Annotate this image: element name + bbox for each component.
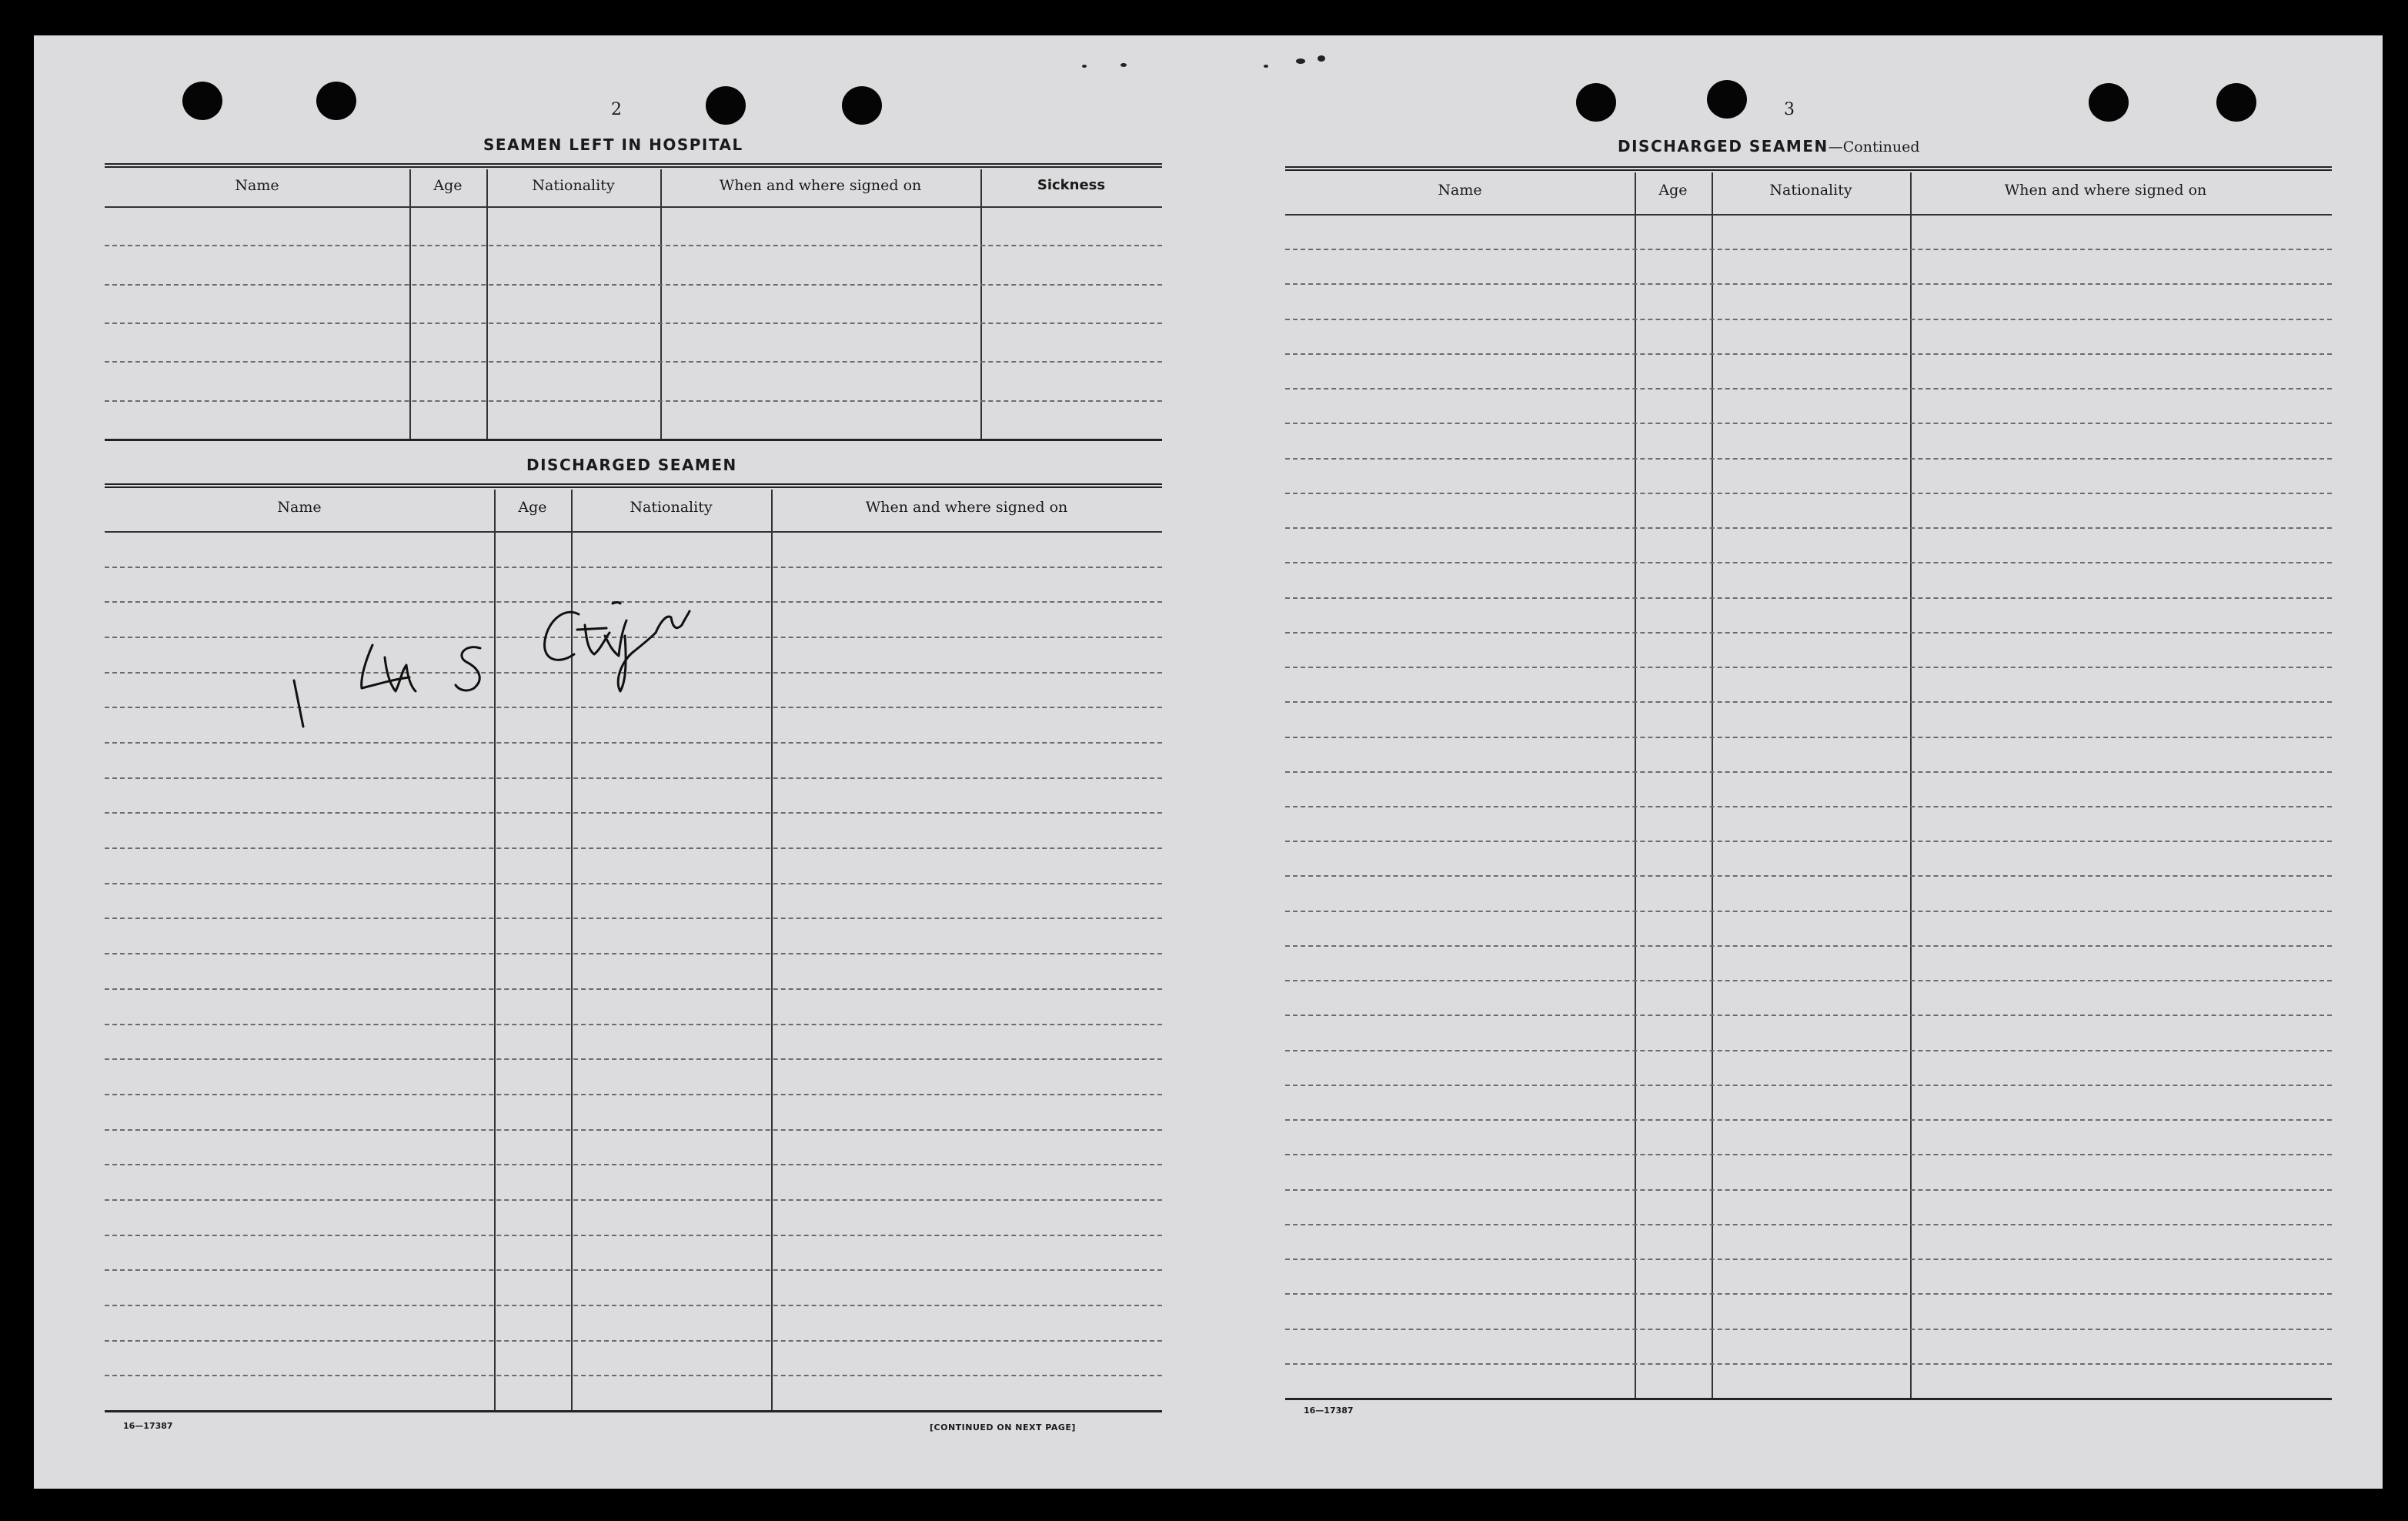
- table-row-line: [1285, 701, 2332, 703]
- table-row-line: [1285, 667, 2332, 668]
- table-row-line: [1285, 597, 2332, 599]
- col-header-age: Age: [1658, 182, 1688, 199]
- table-row-line: [1285, 1119, 2332, 1121]
- table-row-line: [1285, 1329, 2332, 1330]
- col-header-sickness: Sickness: [1037, 177, 1106, 193]
- left-page-number: 2: [611, 100, 622, 119]
- table-row-line: [1285, 423, 2332, 424]
- table-row-line: [1285, 1363, 2332, 1365]
- table-row-line: [1285, 319, 2332, 320]
- discharged-continued-title-text: DISCHARGED SEAMEN: [1618, 137, 1829, 155]
- table-row-line: [1285, 1085, 2332, 1086]
- table-row-line: [1285, 1224, 2332, 1225]
- col-header-age: Age: [518, 499, 547, 516]
- col-header-signed-on: When and where signed on: [719, 177, 922, 194]
- table-row-line: [1285, 1050, 2332, 1051]
- col-header-nationality: Nationality: [532, 177, 615, 194]
- table-row-line: [1285, 562, 2332, 563]
- continued-suffix: —Continued: [1828, 139, 1920, 155]
- col-header-signed-on: When and where signed on: [2004, 182, 2207, 199]
- continued-note: [CONTINUED ON NEXT PAGE]: [930, 1422, 1076, 1432]
- table-row-line: [1285, 1015, 2332, 1016]
- left-form-number: 16—17387: [123, 1421, 173, 1431]
- right-page-number: 3: [1784, 100, 1795, 119]
- table-row-line: [1285, 945, 2332, 947]
- table-row-line: [1285, 388, 2332, 389]
- discharged-continued-table: [1285, 166, 2332, 1444]
- col-header-nationality: Nationality: [630, 499, 713, 516]
- table-row-line: [1285, 527, 2332, 529]
- table-row-line: [1285, 458, 2332, 460]
- col-header-name: Name: [235, 177, 279, 194]
- table-row-line: [1285, 771, 2332, 773]
- table-row-line: [1285, 806, 2332, 807]
- hospital-section-title: SEAMEN LEFT IN HOSPITAL: [483, 135, 743, 154]
- discharged-continued-title: [1618, 137, 1920, 155]
- table-row-line: [1285, 737, 2332, 738]
- discharged-section-title: DISCHARGED SEAMEN: [526, 456, 737, 474]
- table-row-line: [1285, 841, 2332, 842]
- right-form-number: 16—17387: [1304, 1406, 1354, 1416]
- table-row-line: [1285, 911, 2332, 912]
- table-row-line: [1285, 1259, 2332, 1260]
- table-row-line: [1285, 493, 2332, 494]
- table-row-line: [1285, 283, 2332, 285]
- col-header-name: Name: [1438, 182, 1482, 199]
- col-header-signed-on: When and where signed on: [865, 499, 1068, 516]
- table-row-line: [1285, 632, 2332, 633]
- table-row-line: [1285, 1154, 2332, 1155]
- table-row-line: [1285, 980, 2332, 981]
- table-row-line: [1285, 249, 2332, 250]
- table-row-line: [1285, 353, 2332, 355]
- table-row-line: [1285, 1293, 2332, 1295]
- table-row-line: [1285, 1189, 2332, 1191]
- col-header-name: Name: [277, 499, 322, 516]
- document-sheet: [34, 35, 2383, 1489]
- col-header-nationality: Nationality: [1769, 182, 1852, 199]
- col-header-age: Age: [433, 177, 463, 194]
- table-row-line: [1285, 875, 2332, 877]
